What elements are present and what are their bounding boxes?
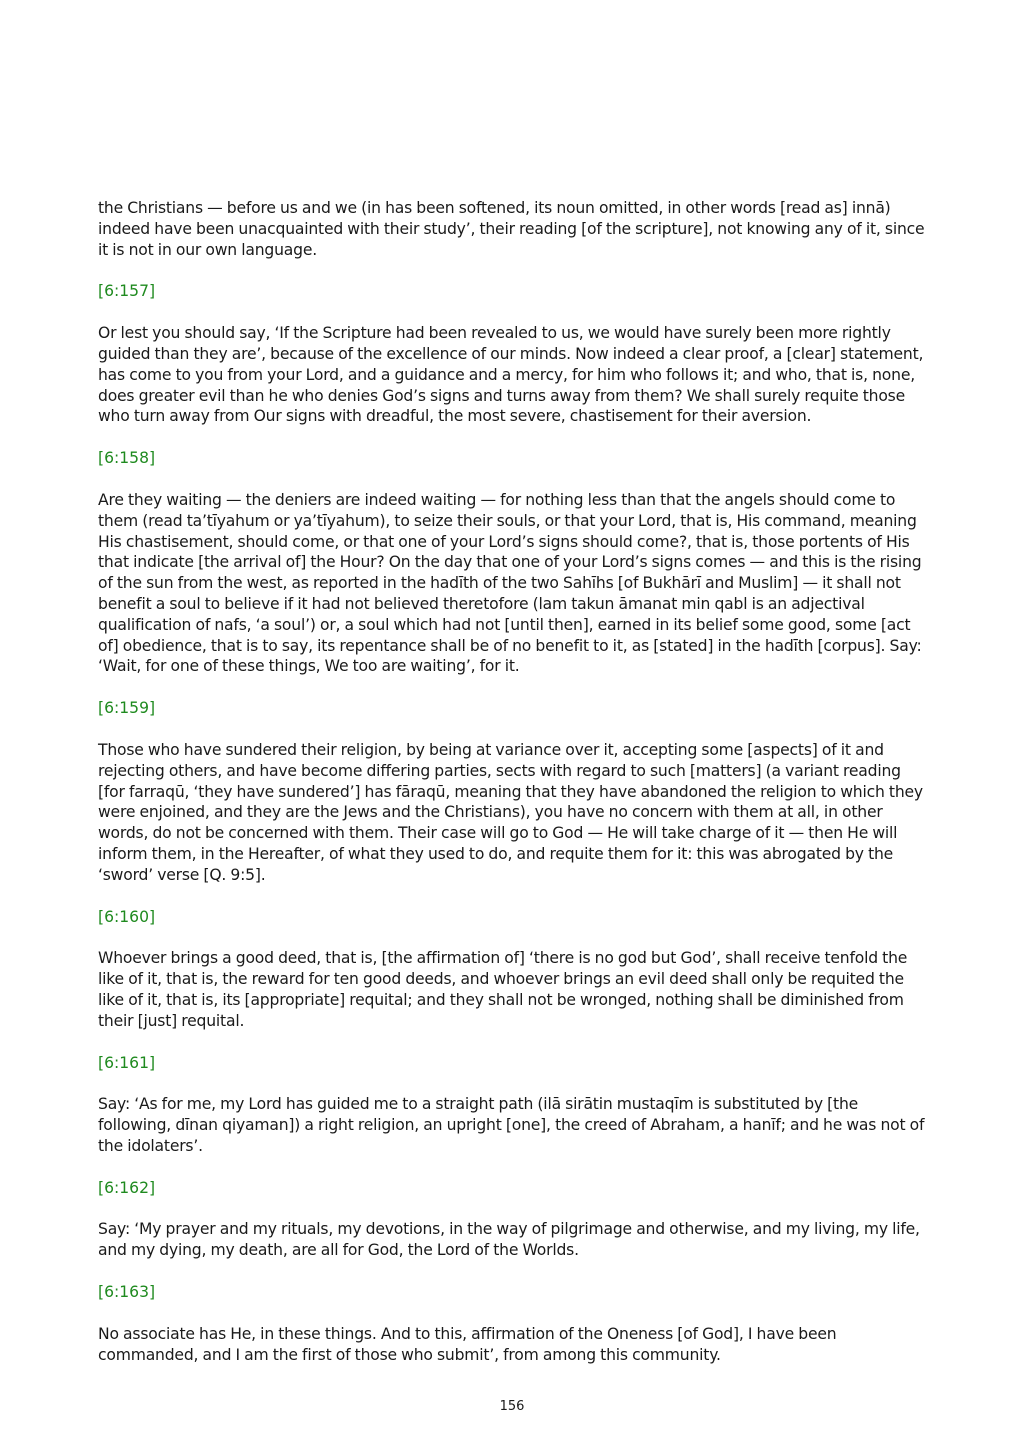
commentary-paragraph: Or lest you should say, ‘If the Scripture had been revealed to us, we would have surely been more rightly guided than they are’, because of the excellence of our minds. Now indeed a clear proof, a [clear] statement, has come to you from your Lord, and a guidance and a mercy, for him who follows it; and who, that is, none, does greater evil than he who denies God’s signs and turns away from them? We shall surely requite those who turn away from Our signs with dreadful, the most severe, chastisement for their aversion.	[98, 324, 924, 426]
commentary-paragraph: Say: ‘As for me, my Lord has guided me to a straight path (ilā sirātin mustaqīm is substituted by [the following, dīnan qiyaman]) a right religion, an upright [one], the creed of Abraham, a hanīf; and he was not of the idolaters’.	[98, 1095, 925, 1155]
verse-reference-6-163: [6:163]	[98, 1283, 156, 1302]
commentary-paragraph: Say: ‘My prayer and my rituals, my devotions, in the way of pilgrimage and otherwise, and my living, my life, and my dying, my death, are all for God, the Lord of the Worlds.	[98, 1220, 920, 1260]
verse-reference-6-160: [6:160]	[98, 907, 156, 926]
commentary-paragraph: No associate has He, in these things. And to this, affirmation of the Oneness [of God], I have been commanded, and I am the first of those who submit’, from among this community.	[98, 1324, 837, 1364]
verse-reference-6-157: [6:157]	[98, 282, 156, 301]
document-body	[98, 198, 930, 1386]
commentary-paragraph: the Christians — before us and we (in has been softened, its noun omitted, in other words [read as] innā) indeed have been unacquainted with their study’, their reading [of the scripture], not knowing any of it, since it is not in our own language.	[98, 199, 925, 259]
verse-reference-6-161: [6:161]	[98, 1053, 156, 1072]
commentary-paragraph: Whoever brings a good deed, that is, [the affirmation of] ‘there is no god but God’, shall receive tenfold the like of it, that is, the reward for ten good deeds, and whoever brings an evil deed shall only be requited the like of it, that is, its [appropriate] requital; and they shall not be wronged, nothing shall be diminished from their [just] requital.	[98, 949, 908, 1030]
verse-reference-6-159: [6:159]	[98, 699, 156, 718]
page-number: 156	[499, 1399, 525, 1414]
commentary-paragraph: Those who have sundered their religion, by being at variance over it, accepting some [aspects] of it and rejecting others, and have become differing parties, sects with regard to such [matters] (a variant reading [for farraqū, ‘they have sundered’] has fāraqū, meaning that they have abandoned the religion to which they were enjoined, and they are the Jews and the Christians), you have no concern with them at all, in other words, do not be concerned with them. Their case will go to God — He will take charge of it — then He will inform them, in the Hereafter, of what they used to do, and requite them for it: this was abrogated by the ‘sword’ verse [Q. 9:5].	[98, 740, 923, 884]
verse-reference-6-158: [6:158]	[98, 449, 156, 468]
commentary-paragraph: Are they waiting — the deniers are indeed waiting — for nothing less than that the angels should come to them (read ta’tīyahum or ya’tīyahum), to seize their souls, or that your Lord, that is, His command, meaning His chastisement, should come, or that one of your Lord’s signs should come?, that is, those portents of His that indicate [the arrival of] the Hour? On the day that one of your Lord’s signs comes — and this is the rising of the sun from the west, as reported in the hadīth of the two Sahīhs [of Bukhārī and Muslim] — it shall not benefit a soul to believe if it had not believed theretofore (lam takun āmanat min qabl is an adjectival qualification of nafs, ‘a soul’) or, a soul which had not [until then], earned in its belief some good, some [act of] obedience, that is to say, its repentance shall be of no benefit to it, as [stated] in the hadīth [corpus]. Say: ‘Wait, for one of these things, We too are waiting’, for it.	[98, 490, 922, 676]
verse-reference-6-162: [6:162]	[98, 1178, 156, 1197]
